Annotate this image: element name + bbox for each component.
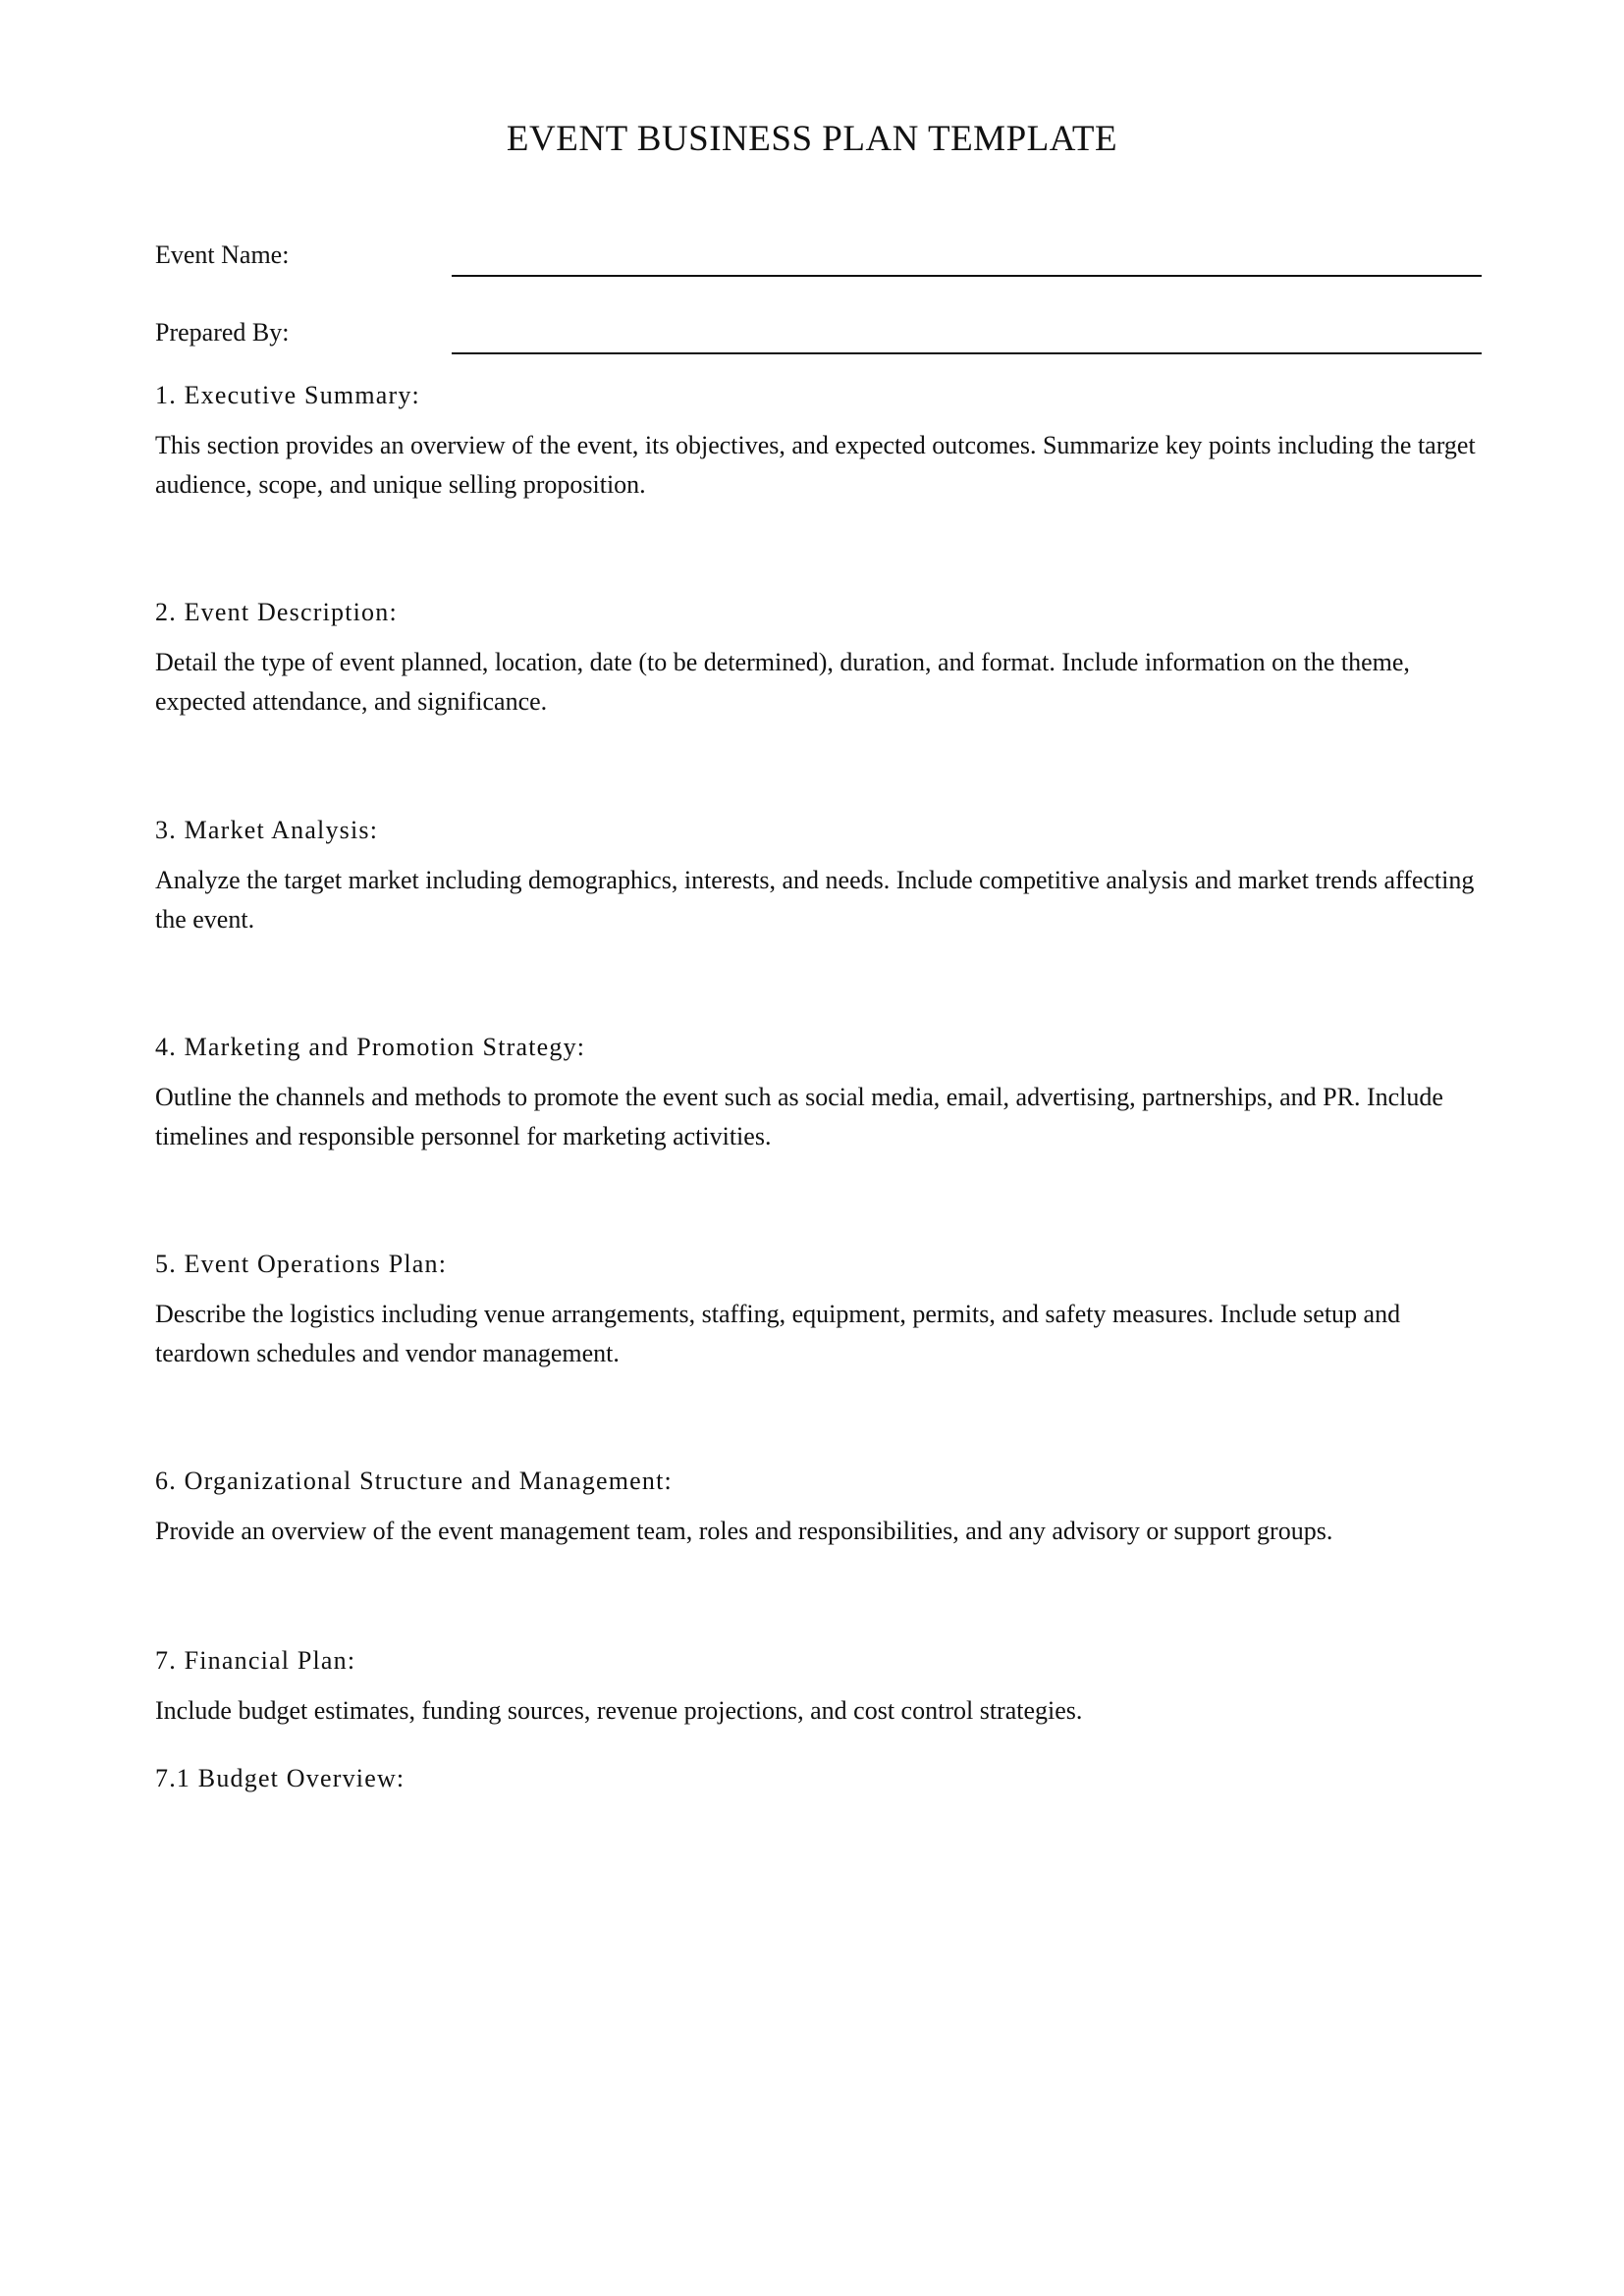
- prepared-by-label: Prepared By:: [155, 318, 290, 347]
- prepared-by-field: [155, 318, 1481, 377]
- section-heading: 4. Marketing and Promotion Strategy:: [155, 1033, 586, 1061]
- event-name-field: [155, 240, 1481, 299]
- section-event-description: [155, 597, 1490, 721]
- section-executive-summary: [155, 380, 1490, 505]
- section-marketing-promotion: [155, 1032, 1490, 1156]
- section-heading: 3. Market Analysis:: [155, 816, 379, 844]
- section-heading: 5. Event Operations Plan:: [155, 1250, 448, 1278]
- event-name-input-line[interactable]: [452, 275, 1482, 277]
- document-title: EVENT BUSINESS PLAN TEMPLATE: [506, 119, 1118, 159]
- event-name-label: Event Name:: [155, 240, 290, 269]
- section-body: Outline the channels and methods to promote the event such as social media, email, advertising, partnerships, and PR. Include timelines and responsible personnel for marketing activities.: [155, 1083, 1443, 1150]
- section-event-operations: [155, 1249, 1490, 1373]
- section-body: Provide an overview of the event management team, roles and responsibilities, and any advisory or support groups.: [155, 1517, 1333, 1545]
- section-heading: 2. Event Description:: [155, 598, 398, 626]
- section-organizational-structure: [155, 1466, 1490, 1551]
- section-body: Detail the type of event planned, location, date (to be determined), duration, and format. Include information on the theme, expected attendance, and significance.: [155, 648, 1410, 716]
- section-body: Include budget estimates, funding sources, revenue projections, and cost control strategies.: [155, 1696, 1083, 1725]
- section-heading: 6. Organizational Structure and Management:: [155, 1467, 673, 1495]
- prepared-by-input-line[interactable]: [452, 352, 1482, 354]
- section-market-analysis: [155, 815, 1490, 939]
- section-body: Describe the logistics including venue arrangements, staffing, equipment, permits, and safety measures. Include setup and teardown schedules and vendor management.: [155, 1300, 1401, 1367]
- section-body: This section provides an overview of the event, its objectives, and expected outcomes. Summarize key points including the target audience, scope, and unique selling proposition.: [155, 431, 1476, 499]
- section-heading: 7. Financial Plan:: [155, 1646, 356, 1675]
- section-body: Analyze the target market including demographics, interests, and needs. Include competitive analysis and market trends affecting the event.: [155, 866, 1475, 934]
- section-heading: 7.1 Budget Overview:: [155, 1764, 406, 1792]
- section-financial-plan: [155, 1645, 1490, 1731]
- section-budget-overview: [155, 1763, 1490, 1794]
- section-heading: 1. Executive Summary:: [155, 381, 420, 409]
